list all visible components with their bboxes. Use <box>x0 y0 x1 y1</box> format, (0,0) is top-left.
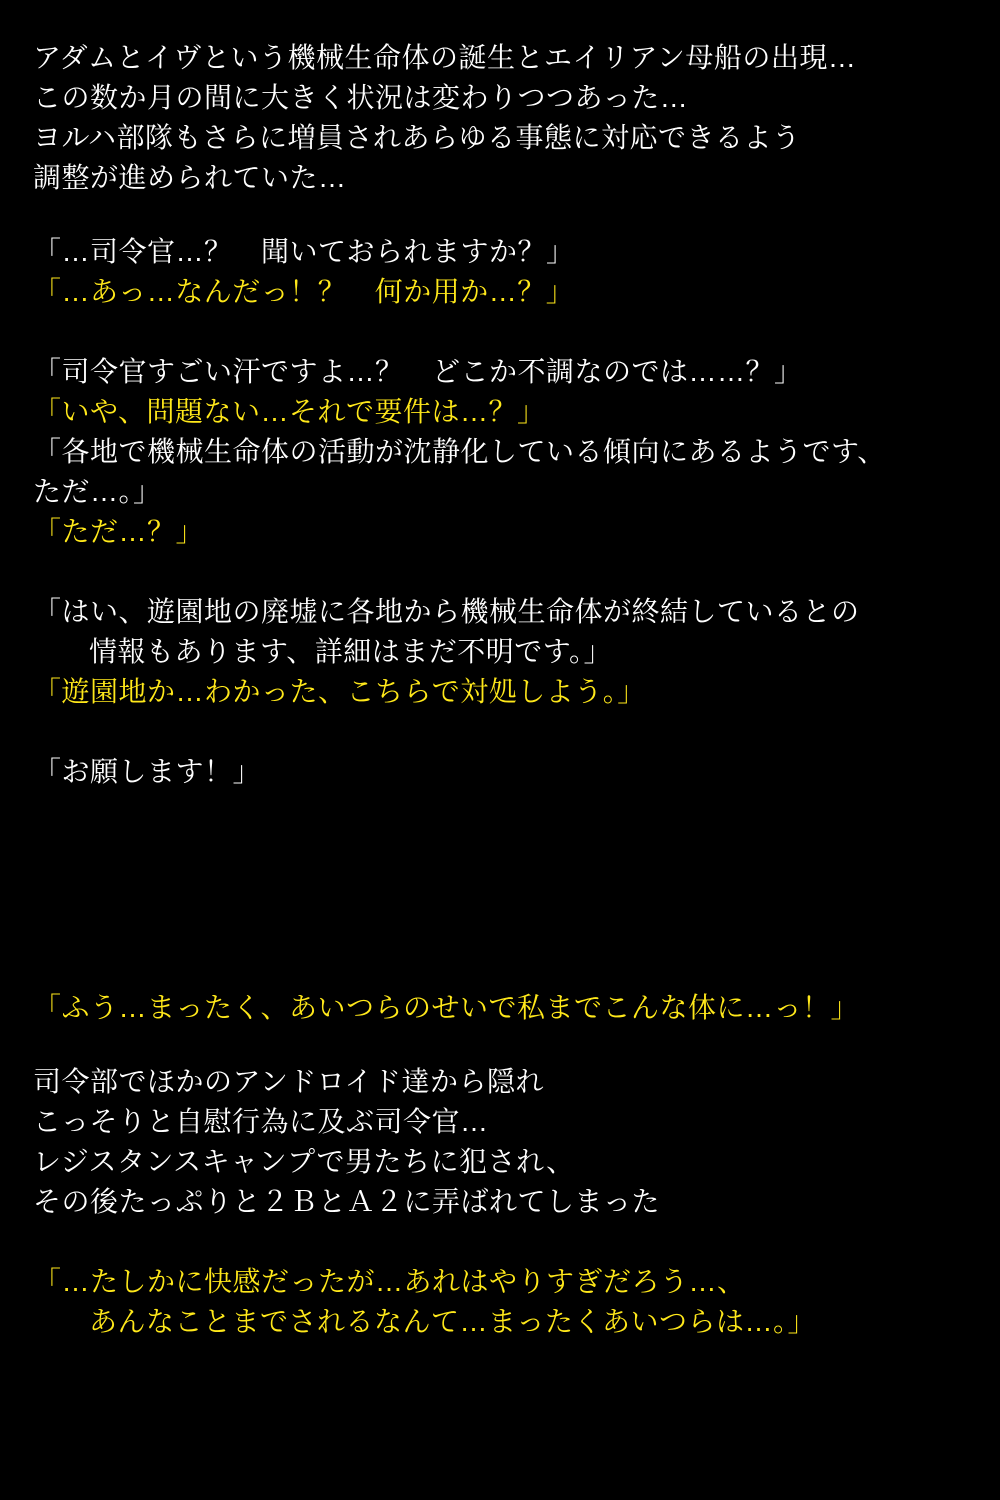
dialogue-line: 「お願します！」 <box>33 756 262 787</box>
intro-narration-block <box>33 38 970 198</box>
dialogue-line: 「…司令官…？ 聞いておられますか？」 <box>33 236 575 267</box>
dialogue-block-2 <box>33 352 970 552</box>
spacer <box>33 712 970 752</box>
spacer <box>33 1028 970 1062</box>
spacer <box>33 312 970 352</box>
spacer <box>33 198 970 232</box>
dialogue-line: 情報もあります、詳細はまだ不明です。」 <box>89 636 613 667</box>
narration-line: レジスタンスキャンプで男たちに犯され、 <box>33 1146 575 1177</box>
narration-line: その後たっぷりと２ＢとＡ２に弄ばれてしまった <box>33 1186 661 1217</box>
dialogue-line: 「ふう…まったく、あいつらのせいで私までこんな体に…っ！」 <box>33 992 859 1023</box>
dialogue-line: 「いや、問題ない…それで要件は…？」 <box>33 396 546 427</box>
spacer <box>33 1222 970 1262</box>
dialogue-line: 「司令官すごい汗ですよ…？ どこか不調なのでは……？」 <box>33 356 803 387</box>
dialogue-line: 「ただ…？」 <box>33 516 205 547</box>
spacer <box>33 552 970 592</box>
dialogue-block-5 <box>33 988 970 1028</box>
narration-line: この数か月の間に大きく状況は変わりつつあった… <box>33 82 689 113</box>
narration-line: 司令部でほかのアンドロイド達から隠れ <box>33 1066 545 1097</box>
spacer <box>33 792 970 988</box>
dialogue-block-3 <box>33 592 970 712</box>
narration-line: ヨルハ部隊もさらに増員されあらゆる事態に対応できるよう <box>33 122 801 153</box>
dialogue-line: 「各地で機械生命体の活動が沈静化している傾向にあるようです、 <box>33 436 886 467</box>
dialogue-line: あんなことまでされるなんて…まったくあいつらは…。」 <box>89 1306 817 1337</box>
narration-block-2 <box>33 1062 970 1222</box>
dialogue-line: 「はい、遊園地の廃墟に各地から機械生命体が終結しているとの <box>33 596 860 627</box>
dialogue-line: ただ…。」 <box>33 476 162 507</box>
dialogue-line: 「…あっ…なんだっ！？ 何か用か…？」 <box>33 276 575 307</box>
dialogue-block-4 <box>33 752 970 792</box>
narration-line: こっそりと自慰行為に及ぶ司令官… <box>33 1106 489 1137</box>
dialogue-block-1 <box>33 232 970 312</box>
narration-line: 調整が進められていた… <box>33 162 347 193</box>
narration-line: アダムとイヴという機械生命体の誕生とエイリアン母船の出現… <box>33 42 857 73</box>
dialogue-line: 「遊園地か…わかった、こちらで対処しよう。」 <box>33 676 646 707</box>
dialogue-line: 「…たしかに快感だったが…あれはやりすぎだろう…、 <box>33 1266 746 1297</box>
dialogue-block-6 <box>33 1262 970 1342</box>
